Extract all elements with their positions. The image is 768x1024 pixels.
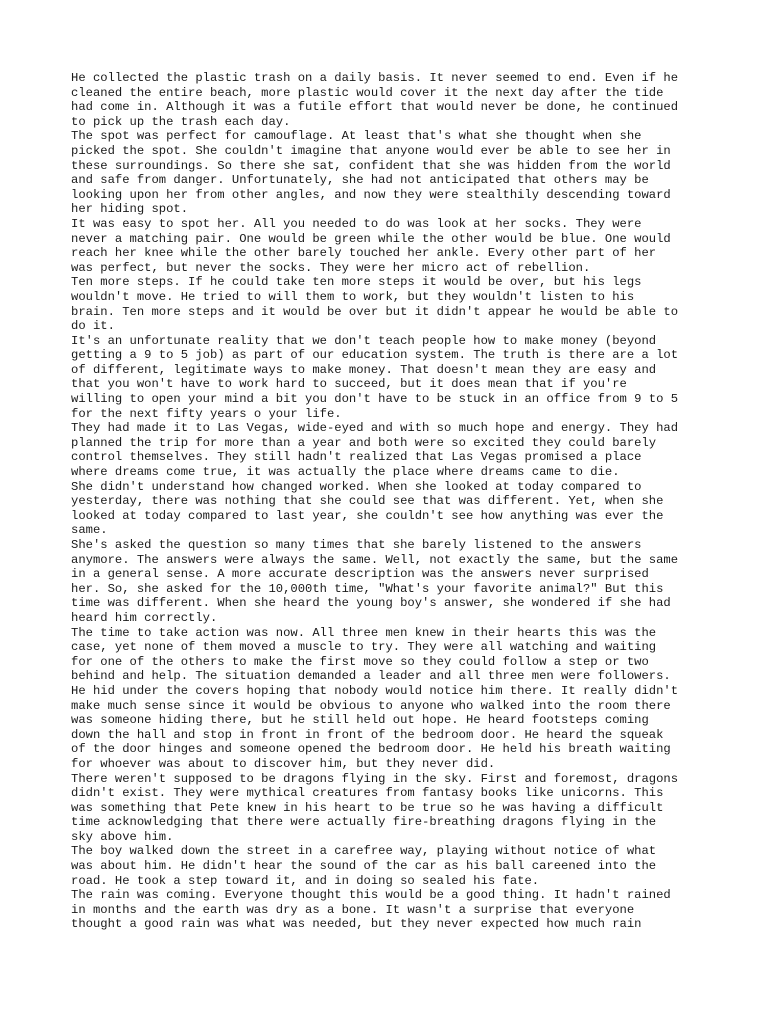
paragraph-favorite-animal: She's asked the question so many times that she barely listened to the answers anymore. The answers were always the same. Well, not exactly the same, but the same in a general sense. A more accurate description was the answers never surprised her. So, she asked for the 10,000th time, "What's your favorite animal?" But this time was different. When she heard the young boy's answer, she wondered if she had heard him correctly.: [71, 538, 679, 625]
paragraph-making-money: It's an unfortunate reality that we don't teach people how to make money (beyond getting a 9 to 5 job) as part of our education system. The truth is there are a lot of different, legitimate ways to make money. That doesn't mean they are easy and that you won't have to work hard to succeed, but it does mean that if you're willing to open your mind a bit you don't have to be stuck in an office from 9 to 5 for the next fifty years o your life.: [71, 333, 679, 421]
paragraph-las-vegas: They had made it to Las Vegas, wide-eyed and with so much hope and energy. They had planned the trip for more than a year and both were so excited they could barely control themselves. They still hadn't realized that Las Vegas promised a place where dreams come true, it was actually the place where dreams came to die.: [71, 421, 679, 480]
paragraph-socks: It was easy to spot her. All you needed to do was look at her socks. They were never a matching pair. One would be green while the other would be blue. One would reach her knee while the other barely touched her ankle. Every other part of her was perfect, but never the socks. They were her micro act of rebellion.: [71, 216, 671, 275]
document-page: [71, 71, 711, 932]
paragraph-camouflage: The spot was perfect for camouflage. At least that's what she thought when she picked the spot. She couldn't imagine that anyone would ever be able to see her in these surroundings. So there she sat, confident that she was hidden from the world and safe from danger. Unfortunately, she had not anticipated that others may be looking upon her from other angles, and now they were stealthily descending toward her hiding spot.: [71, 129, 671, 217]
paragraph-rain: The rain was coming. Everyone thought this would be a good thing. It hadn't rained in months and the earth was dry as a bone. It wasn't a surprise that everyone thought a good rain was what was needed, but they never expected how much rain: [71, 888, 671, 932]
paragraph-plastic-trash: He collected the plastic trash on a daily basis. It never seemed to end. Even if he cleaned the entire beach, more plastic would cover it the next day after the tide had come in. Although it was a futile effort that would never be done, he continued to pick up the trash each day.: [71, 71, 679, 129]
paragraph-hid-under-covers: He hid under the covers hoping that nobody would notice him there. It really didn't make much sense since it would be obvious to anyone who walked into the room there was someone hiding there, but he still held out hope. He heard footsteps coming down the hall and stop in front in front of the bedroom door. He heard the squeak of the door hinges and someone opened the bedroom door. He held his breath waiting for whoever was about to discover him, but they never did.: [71, 683, 679, 771]
paragraph-change: She didn't understand how changed worked. When she looked at today compared to yesterday, there was nothing that she could see that was different. Yet, when she looked at today compared to last year, she couldn't see how anything was ever the same.: [71, 479, 664, 538]
paragraph-take-action: The time to take action was now. All three men knew in their hearts this was the case, yet none of them moved a muscle to try. They were all watching and waiting for one of the others to make the first move so they could follow a step or two behind and help. The situation demanded a leader and all three men were followers.: [71, 625, 671, 684]
paragraph-boy-street: The boy walked down the street in a carefree way, playing without notice of what was about him. He didn't hear the sound of the car as his ball careened into the road. He took a step toward it, and in doing so sealed his fate.: [71, 844, 657, 888]
paragraph-dragons: There weren't supposed to be dragons flying in the sky. First and foremost, dragons didn't exist. They were mythical creatures from fantasy books like unicorns. This was something that Pete knew in his heart to be true so he was having a difficult time acknowledging that there were actually fire-breathing dragons flying in the sky above him.: [71, 771, 679, 844]
paragraph-ten-more-steps: Ten more steps. If he could take ten more steps it would be over, but his legs wouldn't move. He tried to will them to work, but they wouldn't listen to his brain. Ten more steps and it would be over but it didn't appear he would be able to do it.: [71, 275, 679, 334]
